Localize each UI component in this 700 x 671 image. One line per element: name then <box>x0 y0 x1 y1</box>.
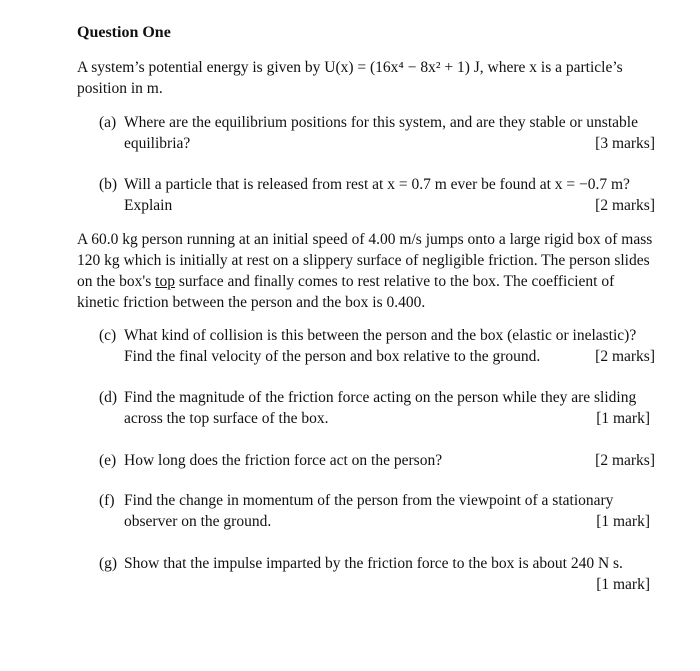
part-g-line-1: Show that the impulse imparted by the friction force to the box is about 240 N s. <box>124 555 623 572</box>
part-f-line-1: Find the change in momentum of the person from the viewpoint of a stationary <box>124 492 614 509</box>
scenario-line-3-post: surface and finally comes to rest relative to the box. The coefficient of <box>174 273 615 290</box>
part-c-line-2: Find the final velocity of the person and box relative to the ground. <box>124 348 541 365</box>
part-d-label: (d) <box>99 389 118 406</box>
question-heading: Question One <box>77 24 171 41</box>
part-b-marks: [2 marks] <box>595 197 655 214</box>
part-f-label: (f) <box>99 492 115 509</box>
part-b-line-1: Will a particle that is released from rest at x = 0.7 m ever be found at x = −0.7 m? <box>124 176 630 193</box>
underlined-top: top <box>155 273 175 290</box>
part-e-label: (e) <box>99 452 117 469</box>
part-c-line-1: What kind of collision is this between the person and the box (elastic or inelastic)? <box>124 327 637 344</box>
part-b-label: (b) <box>99 176 118 193</box>
part-a-label: (a) <box>99 114 117 131</box>
potential-energy-equation: U(x) = (16x⁴ − 8x² + 1) J, where x is a particle’s <box>324 59 623 76</box>
part-g-marks: [1 mark] <box>596 576 650 593</box>
scenario-line-1: A 60.0 kg person running at an initial speed of 4.00 m/s jumps onto a large rigid box of mass <box>77 231 653 248</box>
scenario-line-3-pre: on the box's <box>77 273 156 290</box>
scenario-line-3 <box>77 272 614 292</box>
intro-line-2: position in m. <box>77 80 163 97</box>
part-f-marks: [1 mark] <box>596 513 650 530</box>
part-a-line-1: Where are the equilibrium positions for this system, and are they stable or unstable <box>124 114 638 131</box>
part-e-marks: [2 marks] <box>595 452 655 469</box>
intro-text: A system’s potential energy is given by <box>77 59 325 76</box>
part-d-line-2: across the top surface of the box. <box>124 410 329 427</box>
part-f-line-2: observer on the ground. <box>124 513 272 530</box>
part-d-marks: [1 mark] <box>596 410 650 427</box>
part-e-line-1: How long does the friction force act on the person? <box>124 452 443 469</box>
part-a-marks: [3 marks] <box>595 135 655 152</box>
scenario-line-4: kinetic friction between the person and the box is 0.400. <box>77 294 426 311</box>
part-a-line-2: equilibria? <box>124 135 191 152</box>
part-d-line-1: Find the magnitude of the friction force acting on the person while they are sliding <box>124 389 637 406</box>
part-g-label: (g) <box>99 555 118 572</box>
intro-line-1 <box>77 58 623 78</box>
part-c-label: (c) <box>99 327 117 344</box>
part-c-marks: [2 marks] <box>595 348 655 365</box>
scenario-line-2: 120 kg which is initially at rest on a slippery surface of negligible friction. The person slides <box>77 252 650 269</box>
part-b-line-2: Explain <box>124 197 173 214</box>
